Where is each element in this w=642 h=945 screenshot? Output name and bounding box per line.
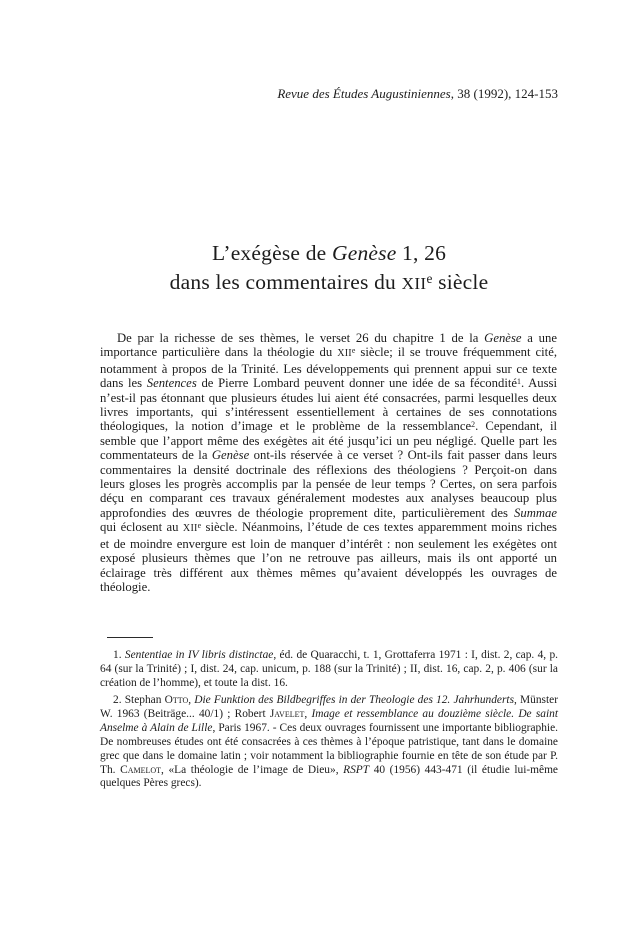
article-title: [70, 239, 588, 298]
footnote-1: 1. Sententiae in IV libris distinctae, éd. de Quaracchi, t. 1, Grottaferra 1971 : I, dist. 2, cap. 4, p. 64 (sur la Trinité) ; I, dist. 24, cap. unicum, p. 188 (sur la Trinité) ; II, dist. 16, cap. 2, p. 406 (sur la création de l’homme), et toute la dist. 16.: [100, 649, 559, 689]
article-title-line-2: dans les commentaires du XIIe siècle: [169, 270, 489, 294]
footnote-separator-rule: [107, 637, 153, 638]
footnote-2: 2. Stephan Otto, Die Funktion des Bildbegriffes in der Theologie des 12. Jahrhunderts, Münster W. 1963 (Beiträge... 40/1) ; Robert Javelet, Image et ressemblance au douzième siècle. De saint Anselme à Alain de Lille, Paris 1967. - Ces deux ouvrages fournissent une importante bibliographie. De nombreuses études ont été consacrées à ces thèmes à l’époque patristique, tant dans le domaine grec que dans le domaine latin ; voir notamment la bibliographie fournie en tête de son étude par P. Th. Camelot, «La théologie de l’image de Dieu», RSPT 40 (1956) 443-471 (il étudie lui-même quelques Pères grecs).: [100, 694, 558, 790]
journal-citation-line: Revue des Études Augustiniennes, 38 (1992), 124-153: [277, 86, 558, 101]
article-title-line-1: L’exégèse de Genèse 1, 26: [211, 241, 447, 265]
body-paragraph: De par la richesse de ses thèmes, le verset 26 du chapitre 1 de la Genèse a une importance particulière dans la théologie du XIIe siècle; il se trouve fréquemment cité, notamment à propos de la Trinité. Les développements qui prennent appui sur ce texte dans les Sentences de Pierre Lombard peuvent donner une idée de sa fécondité$^1$. Aussi n’est-il pas étonnant que plusieurs études lui aient été consacrées, parmi lesquelles deux livres importants, qui s’intéressent essentiellement à certaines de ses connotations théologiques, la notion d’image et le problème de la ressemblance$^2$. Cependant, il semble que l’apport même des exégètes ait été jusqu’ici un peu négligé. Quelle part les commentateurs de la Genèse ont-ils réservée à ce verset ? Ont-ils fait passer dans leurs commentaires la densité doctrinale des réflexions des théologiens ? Perçoit-on dans leurs gloses les progrès accomplis par la pensée de leur temps ? Certes, on sera parfois déçu en comparant ces travaux généralement modestes aux analyses beaucoup plus approfondies des œuvres de théologie proprement dite, particulièrement des Summae qui éclosent au XIIe siècle. Néanmoins, l’étude de ces textes apparemment moins riches et de moindre envergure est loin de manquer d’intérêt : non seulement les exégètes ont exposé plusieurs thèmes que l’on ne retrouve pas ailleurs, mais ils ont apporté un éclairage très différent aux thèmes mêmes qu’avaient développés les ouvrages de théologie.: [100, 331, 558, 594]
